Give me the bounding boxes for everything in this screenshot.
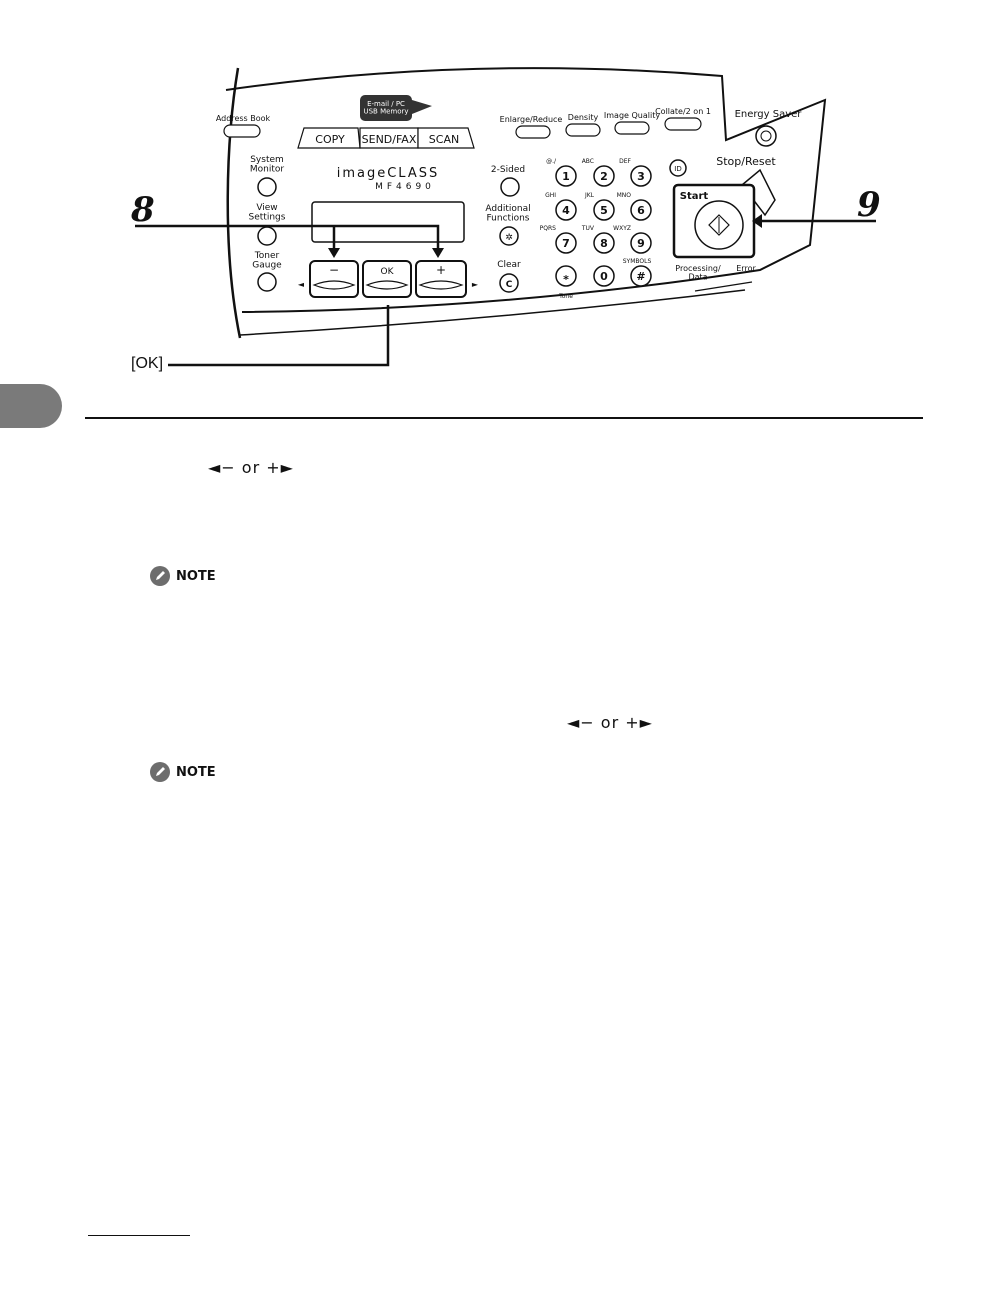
right-arrow-icon: ► xyxy=(471,280,479,289)
arrow-keys-glyph-2: ◄− or +► xyxy=(567,713,653,732)
image-quality-button[interactable] xyxy=(615,122,649,134)
tab-copy-label: COPY xyxy=(315,133,345,146)
stop-reset-label: Stop/Reset xyxy=(716,155,776,168)
keypad-key-letters: ABC xyxy=(581,158,594,165)
address-book-button[interactable] xyxy=(224,125,260,137)
density-label: Density xyxy=(567,113,599,122)
keypad-key-label: 0 xyxy=(600,270,608,283)
clear-label: Clear xyxy=(497,260,521,270)
tab-scan-label: SCAN xyxy=(428,133,460,146)
clear-key-label: C xyxy=(505,280,513,290)
error-label: Error xyxy=(736,264,756,273)
footnote-rule xyxy=(88,1235,190,1236)
keypad-key-label: 4 xyxy=(562,204,570,217)
brand-name: imageCLASS xyxy=(336,166,440,181)
keypad-key-label: 6 xyxy=(637,204,645,217)
keypad-key-label: 3 xyxy=(637,170,645,183)
section-divider xyxy=(85,417,923,419)
enlarge-reduce-label: Enlarge/Reduce xyxy=(499,115,563,124)
keypad-key-label: 2 xyxy=(600,170,608,183)
step-9-callout: 9 xyxy=(857,185,881,225)
keypad-key-label: # xyxy=(636,270,646,283)
id-label: ID xyxy=(674,165,682,173)
processing-data-label: Processing/ Data xyxy=(675,264,721,282)
keypad-key-letters: @./ xyxy=(546,158,556,165)
chapter-tab xyxy=(0,384,62,428)
keypad-key-letters: Tone xyxy=(559,293,573,300)
density-button[interactable] xyxy=(566,124,600,136)
keypad-key-letters: SYMBOLS xyxy=(622,258,652,265)
arrow-keys-glyph-1: ◄− or +► xyxy=(208,458,294,477)
keypad-key-letters: JKL xyxy=(584,192,594,199)
mode-tabs xyxy=(298,128,474,148)
gear-icon: ✲ xyxy=(505,233,513,243)
keypad-key-letters: PQRS xyxy=(539,225,556,232)
keypad-key-letters: DEF xyxy=(619,158,631,165)
step-8-callout: 8 xyxy=(131,190,155,230)
start-label: Start xyxy=(679,191,709,202)
minus-label: − xyxy=(328,263,340,277)
system-monitor-button[interactable] xyxy=(258,178,276,196)
address-book-label: Address Book xyxy=(215,114,271,123)
ok-callout-label: [OK] xyxy=(131,355,164,372)
numeric-keypad xyxy=(540,158,652,300)
system-monitor-label: System Monitor xyxy=(249,155,285,175)
model-name: MF4690 xyxy=(375,182,435,192)
collate-label: Collate/2 on 1 xyxy=(655,107,711,116)
tab-send-fax-label: SEND/FAX xyxy=(361,133,417,146)
ok-label: OK xyxy=(380,267,394,277)
image-quality-label: Image Quality xyxy=(603,111,661,120)
keypad-key-label: ⁎ xyxy=(563,270,569,283)
enlarge-reduce-button[interactable] xyxy=(516,126,550,138)
note-2-label: NOTE xyxy=(176,764,216,780)
email-pc-usb-tab[interactable] xyxy=(360,95,432,121)
note-2 xyxy=(150,762,216,782)
keypad-key-label: 8 xyxy=(600,237,608,250)
note-1-label: NOTE xyxy=(176,568,216,584)
email-pc-label: E-mail / PC USB Memory xyxy=(363,100,409,116)
keypad-key-label: 5 xyxy=(600,204,608,217)
keypad-key-letters: MNO xyxy=(616,192,631,199)
keypad-key-label: 9 xyxy=(637,237,645,250)
pencil-icon xyxy=(150,762,170,782)
view-settings-label: View Settings xyxy=(248,203,286,223)
toner-gauge-button[interactable] xyxy=(258,273,276,291)
two-sided-label: 2-Sided xyxy=(490,165,526,175)
toner-gauge-label: Toner Gauge xyxy=(252,251,282,271)
pencil-icon xyxy=(150,566,170,586)
view-settings-button[interactable] xyxy=(258,227,276,245)
plus-label: + xyxy=(435,263,447,277)
keypad-key-letters: TUV xyxy=(581,225,594,232)
keypad-key-label: 1 xyxy=(562,170,570,183)
keypad-key-label: 7 xyxy=(562,237,570,250)
energy-saver-button[interactable] xyxy=(756,126,776,146)
two-sided-button[interactable] xyxy=(501,178,519,196)
energy-saver-label: Energy Saver xyxy=(734,109,802,120)
collate-button[interactable] xyxy=(665,118,701,130)
left-arrow-icon: ◄ xyxy=(297,280,305,289)
keypad-key-letters: GHI xyxy=(545,192,556,199)
additional-functions-label: Additional Functions xyxy=(485,204,531,224)
note-1 xyxy=(150,566,216,586)
keypad-key-letters: WXYZ xyxy=(613,225,631,232)
